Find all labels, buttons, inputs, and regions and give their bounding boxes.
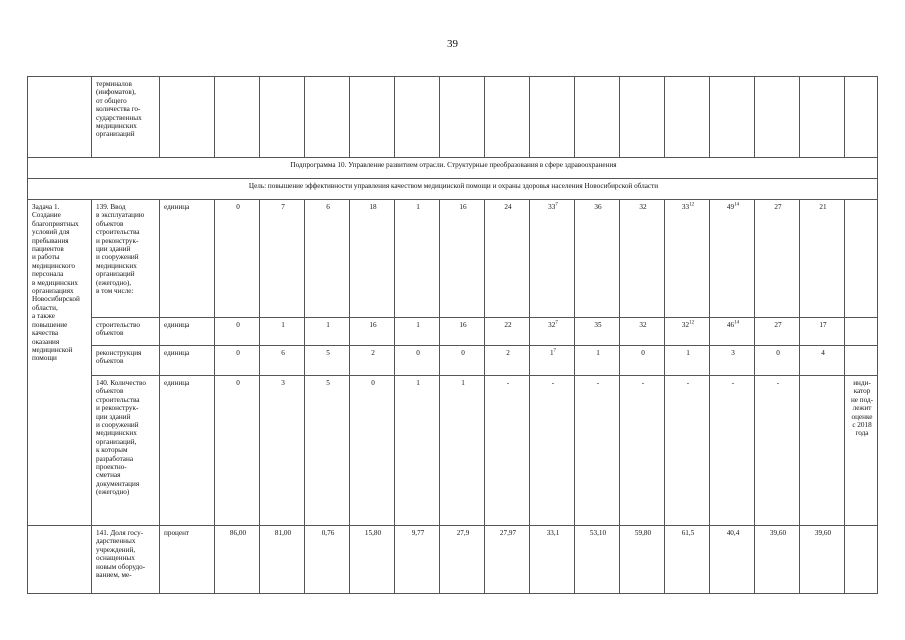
value-cell [575, 318, 620, 346]
unit-cell: единица [160, 318, 215, 346]
value-text: 0 [371, 379, 375, 387]
value-cell [710, 346, 755, 376]
value-text: 16 [459, 203, 467, 211]
table-row [28, 77, 878, 158]
value-cell [530, 376, 575, 526]
value-text: 59,80 [634, 529, 652, 537]
value-text: 1 [281, 321, 285, 329]
value-text: 2 [506, 349, 510, 357]
value-cell [710, 318, 755, 346]
footnote-mark: 12 [689, 320, 695, 326]
value-text: 81,00 [274, 529, 292, 537]
value-cell [440, 200, 485, 318]
value-cell [485, 318, 530, 346]
value-text: 35 [594, 321, 602, 329]
value-cell [620, 346, 665, 376]
subprogram-title: Подпрограмма 10. Управление развитием отрасли. Структурные преобразования в сфере здравоохранения [28, 158, 878, 179]
footnote-mark: 7 [553, 348, 557, 354]
value-cell [755, 318, 800, 346]
value-cell [350, 526, 395, 594]
value-text: 32 [639, 203, 647, 211]
indicator-cell: реконструкция объектов [92, 346, 160, 376]
value-cell [215, 376, 260, 526]
value-text: 22 [504, 321, 512, 329]
value-cell [575, 200, 620, 318]
value-text: - [551, 379, 555, 387]
value-cell [440, 346, 485, 376]
task-cell-empty [28, 526, 92, 594]
value-cell [665, 318, 710, 346]
value-text: 1 [416, 321, 420, 329]
value-text: 1 [461, 379, 465, 387]
value-cell [260, 376, 305, 526]
value-cell [485, 200, 530, 318]
value-text: - [641, 379, 645, 387]
footnote-mark: 14 [734, 202, 740, 208]
value-cell [215, 200, 260, 318]
value-cell [575, 376, 620, 526]
value-text: 0 [236, 321, 240, 329]
value-text: 5 [326, 379, 330, 387]
value-cell [620, 318, 665, 346]
value-text: 9,77 [411, 529, 425, 537]
value-cell [395, 200, 440, 318]
value-cell [260, 346, 305, 376]
table-row [28, 318, 878, 346]
value-cell [530, 526, 575, 594]
value-cell [215, 318, 260, 346]
value-text: 0 [641, 349, 645, 357]
value-text: 0 [236, 349, 240, 357]
value-cell [575, 346, 620, 376]
value-cell [350, 346, 395, 376]
value-text: 39,60 [769, 529, 787, 537]
table-row [28, 200, 878, 318]
value-text: 0 [461, 349, 465, 357]
indicator-cell: 139. Ввод в эксплуатацию объектов строительства и реконструк- ции зданий и сооружений медицинских организаций (ежегодно), в том числе: [92, 200, 160, 318]
value-cell [665, 376, 710, 526]
table-row [28, 526, 878, 594]
footnote-mark: 7 [555, 202, 558, 208]
note-cell [845, 77, 878, 158]
value-text: 27,97 [499, 529, 517, 537]
value-cell [485, 376, 530, 526]
value-cell [800, 318, 845, 346]
value-cell [620, 526, 665, 594]
value-cell [260, 318, 305, 346]
value-cell [350, 318, 395, 346]
note-cell: инди- катор не под- лежит оценке с 2018 года [845, 376, 878, 526]
value-cell [395, 318, 440, 346]
value-cell [485, 526, 530, 594]
value-text: 39,60 [814, 529, 832, 537]
value-cell [395, 526, 440, 594]
value-cell [305, 318, 350, 346]
indicator-cell: 140. Количество объектов строительства и реконструк- ции зданий и сооружений медицинских организаций, к которым разработана проектно- сметная документация (ежегодно) [92, 376, 160, 526]
value-cell [755, 200, 800, 318]
value-cell [710, 376, 755, 526]
value-text: 32 [548, 321, 556, 329]
value-text: 27,9 [456, 529, 470, 537]
value-text: 27 [774, 321, 782, 329]
value-cell [755, 526, 800, 594]
indicator-cell: строительство объектов [92, 318, 160, 346]
value-cell [530, 200, 575, 318]
value-cell [800, 526, 845, 594]
value-cell [710, 200, 755, 318]
value-text: 1 [686, 349, 690, 357]
task-cell-empty [28, 77, 92, 158]
value-text: 16 [459, 321, 467, 329]
value-text: 1 [596, 349, 600, 357]
footnote-mark: 12 [689, 202, 695, 208]
unit-cell: единица [160, 376, 215, 526]
note-cell [845, 346, 878, 376]
value-text: 1 [549, 349, 554, 357]
value-text: 0,76 [321, 529, 335, 537]
goal-title: Цель: повышение эффективности управления качеством медицинской помощи и охраны здоровья населения Новосибирской области [28, 179, 878, 200]
note-cell [845, 318, 878, 346]
value-text: 33 [681, 203, 690, 211]
page-number: 39 [447, 38, 458, 50]
value-text: - [596, 379, 600, 387]
value-text: 16 [369, 321, 377, 329]
footnote-mark: 7 [555, 320, 558, 326]
value-cell [395, 346, 440, 376]
value-cell [665, 526, 710, 594]
table-row [28, 376, 878, 526]
value-cell [575, 526, 620, 594]
value-cell [530, 318, 575, 346]
value-cell [305, 200, 350, 318]
value-text: 1 [326, 321, 330, 329]
value-text: - [506, 379, 510, 387]
note-cell [845, 526, 878, 594]
value-cell [440, 318, 485, 346]
value-text: 36 [594, 203, 602, 211]
value-cell [440, 376, 485, 526]
unit-cell: процент [160, 526, 215, 594]
unit-cell: единица [160, 346, 215, 376]
value-text: 53,10 [589, 529, 607, 537]
value-text: 18 [369, 203, 377, 211]
note-cell [845, 200, 878, 318]
value-cell [440, 526, 485, 594]
table-row [28, 346, 878, 376]
indicator-cell: 141. Доля госу- дарственных учреждений, оснащенных новым оборудо- ванием, ме- [92, 526, 160, 594]
value-text: 3 [281, 379, 285, 387]
value-text: - [776, 379, 780, 387]
value-text: - [731, 379, 735, 387]
value-text: 5 [326, 349, 330, 357]
indicator-cell: терминалов (инфоматов), от общего количества го- сударственных медицинских организаций [92, 77, 160, 158]
value-cell [665, 346, 710, 376]
value-text: 3 [731, 349, 735, 357]
value-cell [350, 376, 395, 526]
value-text: 6 [326, 203, 330, 211]
value-cell [305, 346, 350, 376]
value-cell [530, 346, 575, 376]
value-cell [665, 200, 710, 318]
value-text: 1 [416, 203, 420, 211]
value-text: 17 [819, 321, 827, 329]
value-cell [260, 526, 305, 594]
value-text: 27 [774, 203, 782, 211]
value-cell [305, 376, 350, 526]
task-cell: Задача 1. Создание благоприятных условий для пребывания пациентов и работы медицинского персонала в медицинских организациях Новосибирской области, а также повышение качества оказания медицинской помощи [28, 200, 92, 526]
value-text: - [686, 379, 690, 387]
value-text: 6 [281, 349, 285, 357]
indicators-table [27, 76, 878, 594]
value-cell [620, 200, 665, 318]
value-text: 7 [281, 203, 285, 211]
value-text: 0 [416, 349, 420, 357]
value-cell [215, 526, 260, 594]
value-cell [260, 200, 305, 318]
value-text: 0 [236, 379, 240, 387]
value-text: 86,00 [229, 529, 247, 537]
value-text: 40,4 [726, 529, 740, 537]
value-cell [395, 376, 440, 526]
value-cell [755, 376, 800, 526]
unit-cell: единица [160, 200, 215, 318]
value-text: 33,1 [546, 529, 560, 537]
value-text: 21 [819, 203, 827, 211]
value-cell [800, 346, 845, 376]
value-cell [755, 346, 800, 376]
value-text: 1 [416, 379, 420, 387]
value-text: 0 [776, 349, 780, 357]
footnote-mark: 14 [734, 320, 740, 326]
value-cell [485, 346, 530, 376]
value-text: 32 [639, 321, 647, 329]
value-text: 4 [821, 349, 825, 357]
value-text: 33 [548, 203, 556, 211]
value-text: 24 [504, 203, 512, 211]
value-cell [305, 526, 350, 594]
value-text: 15,80 [364, 529, 382, 537]
unit-cell [160, 77, 215, 158]
value-cell [350, 200, 395, 318]
value-cell [710, 526, 755, 594]
value-text: 32 [681, 321, 690, 329]
value-text: 49 [726, 203, 735, 211]
value-text: 0 [236, 203, 240, 211]
value-cell [620, 376, 665, 526]
value-text: 61,5 [681, 529, 695, 537]
value-cell [800, 200, 845, 318]
value-text: 46 [726, 321, 735, 329]
value-cell [215, 346, 260, 376]
value-cell [800, 376, 845, 526]
value-text: 2 [371, 349, 375, 357]
